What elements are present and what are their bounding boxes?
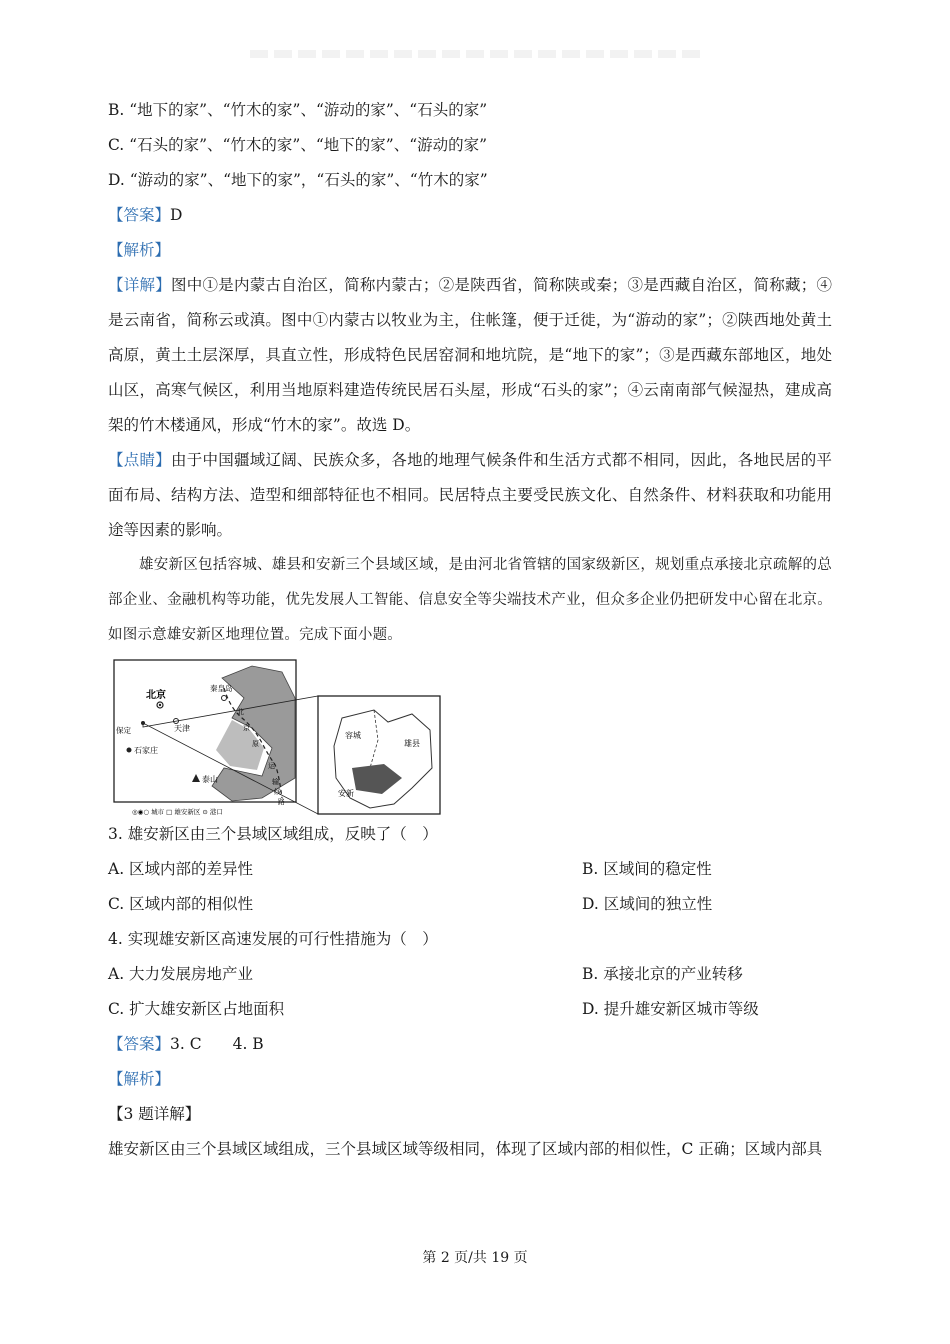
svg-text:输: 输 <box>272 778 279 786</box>
q3-option-b: B. 区域间的稳定性 <box>582 860 712 878</box>
map-legend: ◎◉○ 城市 □ 雄安新区 ⊙ 港口 <box>132 808 223 816</box>
qinhuangdao-marker <box>222 696 227 701</box>
detail-text: 图中①是内蒙古自治区，简称内蒙古；②是陕西省，简称陕或秦；③是西藏自治区，简称藏；④是云南省，简称云或滇。图中①内蒙古以牧业为主，住帐篷，便于迁徙，为“游动的家”；②陕西地处黄土高原，黄土土层深厚，具直立性，形成特色民居窑洞和地坑院，是“地下的家”；③是西藏东部地区，地处山区，高寒气候区，利用当地原料建造传统民居石头屋，形成“石头的家”；④云南南部气候湿热，建成高架的竹木楼通风，形成“竹木的家”。故选 D。 <box>108 276 832 434</box>
question-3: 3. 雄安新区由三个县域区域组成，反映了（ ） <box>108 825 438 843</box>
svg-text:北: 北 <box>237 708 244 716</box>
q4-option-c: C. 扩大雄安新区占地面积 <box>108 1000 285 1018</box>
shijiazhuang-marker <box>127 748 132 753</box>
beijing-label: 北京 <box>146 690 166 701</box>
xiongxian-label: 雄县 <box>404 739 420 748</box>
xiongan-location-map <box>112 658 442 816</box>
comment-text: 由于中国疆域辽阔、民族众多，各地的地理气候条件和生活方式都不相同，因此，各地民居的平面布局、结构方法、造型和细部特征也不相同。民居特点主要受民族文化、自然条件、材料获取和功能用途等因素的影响。 <box>108 451 832 539</box>
detail-tag: 【详解】 <box>108 276 171 294</box>
mount-tai-label: 泰山 <box>202 775 218 784</box>
svg-text:京: 京 <box>243 724 250 732</box>
svg-text:线: 线 <box>274 788 281 796</box>
q3-detail-heading: 【3 题详解】 <box>108 1105 201 1123</box>
anxin-label: 安新 <box>338 789 354 798</box>
svg-text:原: 原 <box>252 740 259 748</box>
detail-paragraph <box>108 268 832 443</box>
answer-line <box>108 204 832 226</box>
analysis-tag-34: 【解析】 <box>108 1070 171 1088</box>
rongcheng-label: 容城 <box>345 731 361 740</box>
comment-paragraph <box>108 443 832 548</box>
comment-tag: 【点睛】 <box>108 451 171 469</box>
page-number: 第 2 页/共 19 页 <box>422 1250 528 1266</box>
qinhuangdao-label: 秦皇岛 <box>210 684 233 693</box>
answer-line-34: 【答案】3. C 4. B <box>108 1035 264 1053</box>
q4-options-row1 <box>108 963 832 985</box>
q4-options-row2 <box>108 998 832 1020</box>
q3-detail-text: 雄安新区由三个县域区域组成，三个县域区域等级相同，体现了区域内部的相似性，C 正确；区域内部具 <box>108 1140 823 1158</box>
q3-options-row1 <box>108 858 832 880</box>
answer-tag: 【答案】 <box>108 206 171 224</box>
shijiazhuang-label: 石家庄 <box>134 746 158 755</box>
q4-option-a: A. 大力发展房地产业 <box>108 965 254 983</box>
passage: 雄安新区包括容城、雄县和安新三个县域区域，是由河北省管辖的国家级新区，规划重点承接北京疏解的总部企业、金融机构等功能，优先发展人工智能、信息安全等尖端技术产业，但众多企业仍把研发中心留在北京。如图示意雄安新区地理位置。完成下面小题。 <box>108 557 832 643</box>
question-4: 4. 实现雄安新区高速发展的可行性措施为（ ） <box>108 930 438 948</box>
analysis-tag: 【解析】 <box>108 241 171 259</box>
tianjin-label: 天津 <box>174 724 190 733</box>
option-c: C. “石头的家”、“竹木的家”、“地下的家”、“游动的家” <box>108 136 488 154</box>
option-d: D. “游动的家”、“地下的家”，“石头的家”、“竹木的家” <box>108 171 488 189</box>
answer-value-34: 3. C 4. B <box>170 1035 264 1053</box>
answer-value: D <box>170 206 183 224</box>
q3-options-row2 <box>108 893 832 915</box>
baoding-label: 保定 <box>116 726 131 735</box>
option-b: B. “地下的家”、“竹木的家”、“游动的家”、“石头的家” <box>108 101 488 119</box>
q4-option-d: D. 提升雄安新区城市等级 <box>582 1000 759 1018</box>
q3-option-a: A. 区域内部的差异性 <box>108 860 254 878</box>
q3-option-c: C. 区域内部的相似性 <box>108 895 254 913</box>
q3-option-d: D. 区域间的独立性 <box>582 895 713 913</box>
header-watermark <box>250 50 700 58</box>
q4-option-b: B. 承接北京的产业转移 <box>582 965 743 983</box>
svg-text:路: 路 <box>278 798 285 806</box>
svg-text:运: 运 <box>268 762 275 770</box>
